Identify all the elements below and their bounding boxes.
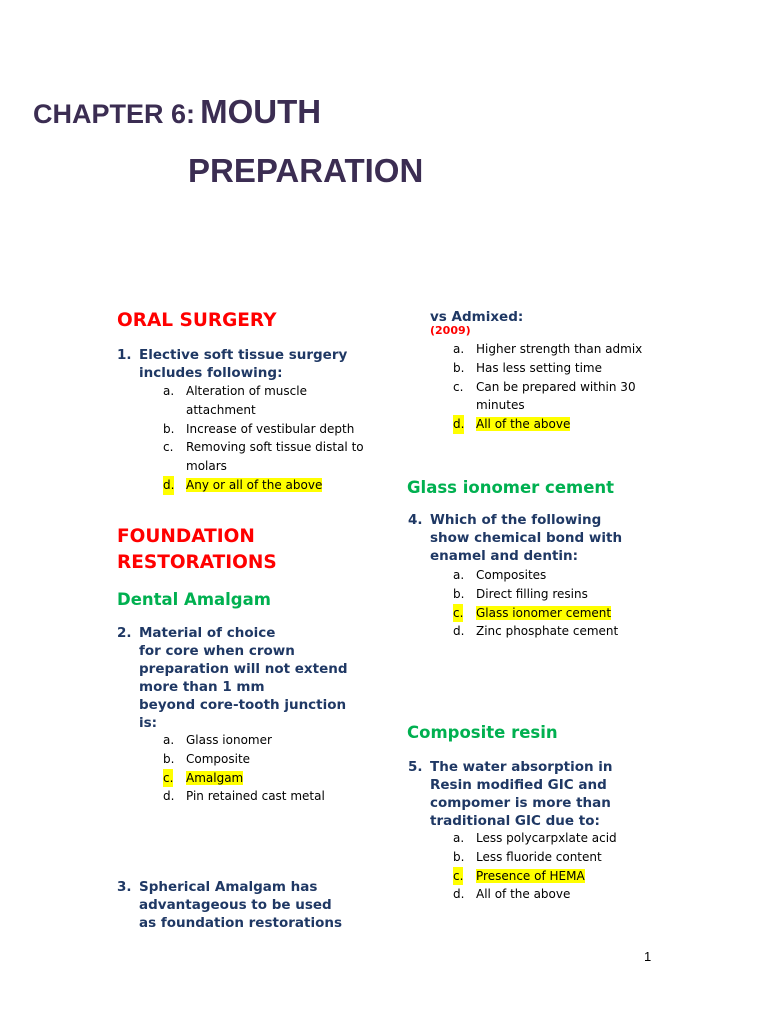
option-text: All of the above [476, 887, 571, 902]
heading-glass-ionomer-cement: Glass ionomer cement [407, 478, 615, 497]
option-text: Can be prepared within 30 [476, 379, 636, 394]
question-number: 1. [117, 347, 132, 363]
option-text: minutes [476, 398, 525, 413]
question-number: 4. [408, 512, 423, 528]
option-text: Alteration of muscle [186, 384, 307, 398]
option-letter: d. [453, 887, 465, 902]
option-d [453, 415, 642, 434]
question-3 [117, 878, 379, 932]
question-line: Elective soft tissue surgery [139, 347, 348, 363]
option-b [163, 420, 364, 439]
option-letter: a. [163, 384, 175, 398]
option-c [453, 867, 617, 886]
option-letter: c. [163, 440, 174, 455]
option-c [163, 438, 364, 476]
option-text-highlighted: Any or all of the above [186, 477, 323, 492]
question-year: (2009) [430, 324, 471, 337]
question-line: more than 1 mm [139, 679, 265, 695]
options-q5 [453, 829, 617, 904]
question-3-continued: vs Admixed: [430, 309, 524, 325]
chapter-title [33, 93, 321, 131]
question-line: enamel and dentin: [430, 548, 579, 564]
heading-foundation-restorations [117, 524, 277, 576]
option-letter: b. [163, 751, 175, 766]
question-number: 3. [117, 879, 132, 895]
option-a [163, 382, 364, 420]
option-b [163, 750, 325, 769]
option-letter: b. [453, 586, 465, 601]
option-a [453, 829, 617, 848]
option-letter: a. [163, 733, 175, 747]
option-letter: d. [453, 624, 465, 639]
question-line: Which of the following [430, 512, 602, 528]
option-letter: a. [453, 831, 465, 845]
question-line: show chemical bond with [430, 530, 623, 546]
option-text-highlighted: All of the above [476, 417, 571, 432]
option-letter: d. [163, 789, 175, 804]
option-letter: b. [453, 360, 465, 375]
option-text: attachment [186, 402, 256, 417]
page-number: 1 [644, 949, 652, 964]
heading-line: RESTORATIONS [117, 552, 277, 573]
options-q2 [163, 731, 325, 806]
option-text: Composites [476, 568, 547, 582]
option-d [163, 476, 364, 495]
option-c [163, 769, 325, 788]
option-a [163, 731, 325, 750]
question-line: Resin modified GIC and [430, 777, 607, 793]
option-letter: c. [453, 604, 463, 623]
question-line: Spherical Amalgam has [139, 879, 318, 895]
option-a [453, 340, 643, 359]
question-number: 5. [408, 759, 423, 775]
question-line: for core when crown [139, 643, 295, 659]
option-letter: a. [453, 342, 465, 356]
option-text: Zinc phosphate cement [476, 624, 619, 639]
option-d [453, 622, 619, 641]
question-4 [408, 511, 670, 565]
question-line: as foundation restorations [139, 915, 343, 931]
option-letter: b. [163, 421, 175, 436]
question-number: 2. [117, 625, 132, 641]
option-text: Higher strength than admix [476, 342, 643, 356]
option-text-highlighted: Presence of HEMA [476, 868, 585, 883]
option-b [453, 848, 617, 867]
chapter-title-line1: MOUTH [200, 93, 322, 130]
option-text: Has less setting time [476, 360, 603, 375]
question-line: Material of choice [139, 625, 276, 641]
question-line: The water absorption in [430, 759, 613, 775]
heading-composite-resin: Composite resin [407, 723, 558, 742]
question-line: preparation will not extend [139, 661, 348, 677]
option-text: Glass ionomer [186, 733, 272, 747]
option-text-highlighted: Amalgam [186, 770, 244, 785]
option-a [453, 566, 618, 585]
option-letter: a. [453, 568, 465, 582]
option-text: Removing soft tissue distal to [186, 440, 364, 455]
chapter-prefix: CHAPTER 6: [33, 99, 196, 129]
question-line: includes following: [139, 365, 283, 381]
question-line: advantageous to be used [139, 897, 332, 913]
heading-dental-amalgam: Dental Amalgam [117, 590, 271, 609]
option-text: Pin retained cast metal [186, 789, 325, 804]
option-letter: c. [453, 867, 463, 886]
question-line: is: [139, 715, 158, 731]
option-text-highlighted: Glass ionomer cement [476, 605, 612, 620]
option-letter: d. [453, 415, 464, 434]
option-letter: c. [453, 379, 464, 394]
option-text: Increase of vestibular depth [186, 421, 355, 436]
option-c [453, 378, 642, 416]
option-d [453, 885, 617, 904]
option-b [453, 585, 618, 604]
question-5 [408, 758, 670, 830]
option-letter: d. [163, 476, 174, 495]
question-1 [117, 346, 379, 382]
question-line: traditional GIC due to: [430, 813, 600, 829]
option-text: molars [186, 459, 227, 474]
option-text: Less fluoride content [476, 849, 602, 864]
option-text: Composite [186, 751, 251, 766]
option-text: Less polycarpxlate acid [476, 831, 617, 845]
question-2 [117, 624, 379, 732]
question-line: beyond core-tooth junction [139, 697, 347, 713]
option-letter: c. [163, 769, 173, 788]
option-letter: b. [453, 849, 465, 864]
options-q4 [453, 566, 619, 641]
option-d [163, 787, 325, 806]
chapter-title-line2: PREPARATION [188, 152, 424, 189]
question-line: compomer is more than [430, 795, 611, 811]
options-q1 [163, 382, 364, 495]
option-c [453, 604, 618, 623]
heading-line: FOUNDATION [117, 526, 255, 547]
option-b [453, 359, 642, 378]
option-text: Direct filling resins [476, 586, 588, 601]
options-q3 [453, 340, 643, 434]
heading-oral-surgery: ORAL SURGERY [117, 310, 277, 331]
